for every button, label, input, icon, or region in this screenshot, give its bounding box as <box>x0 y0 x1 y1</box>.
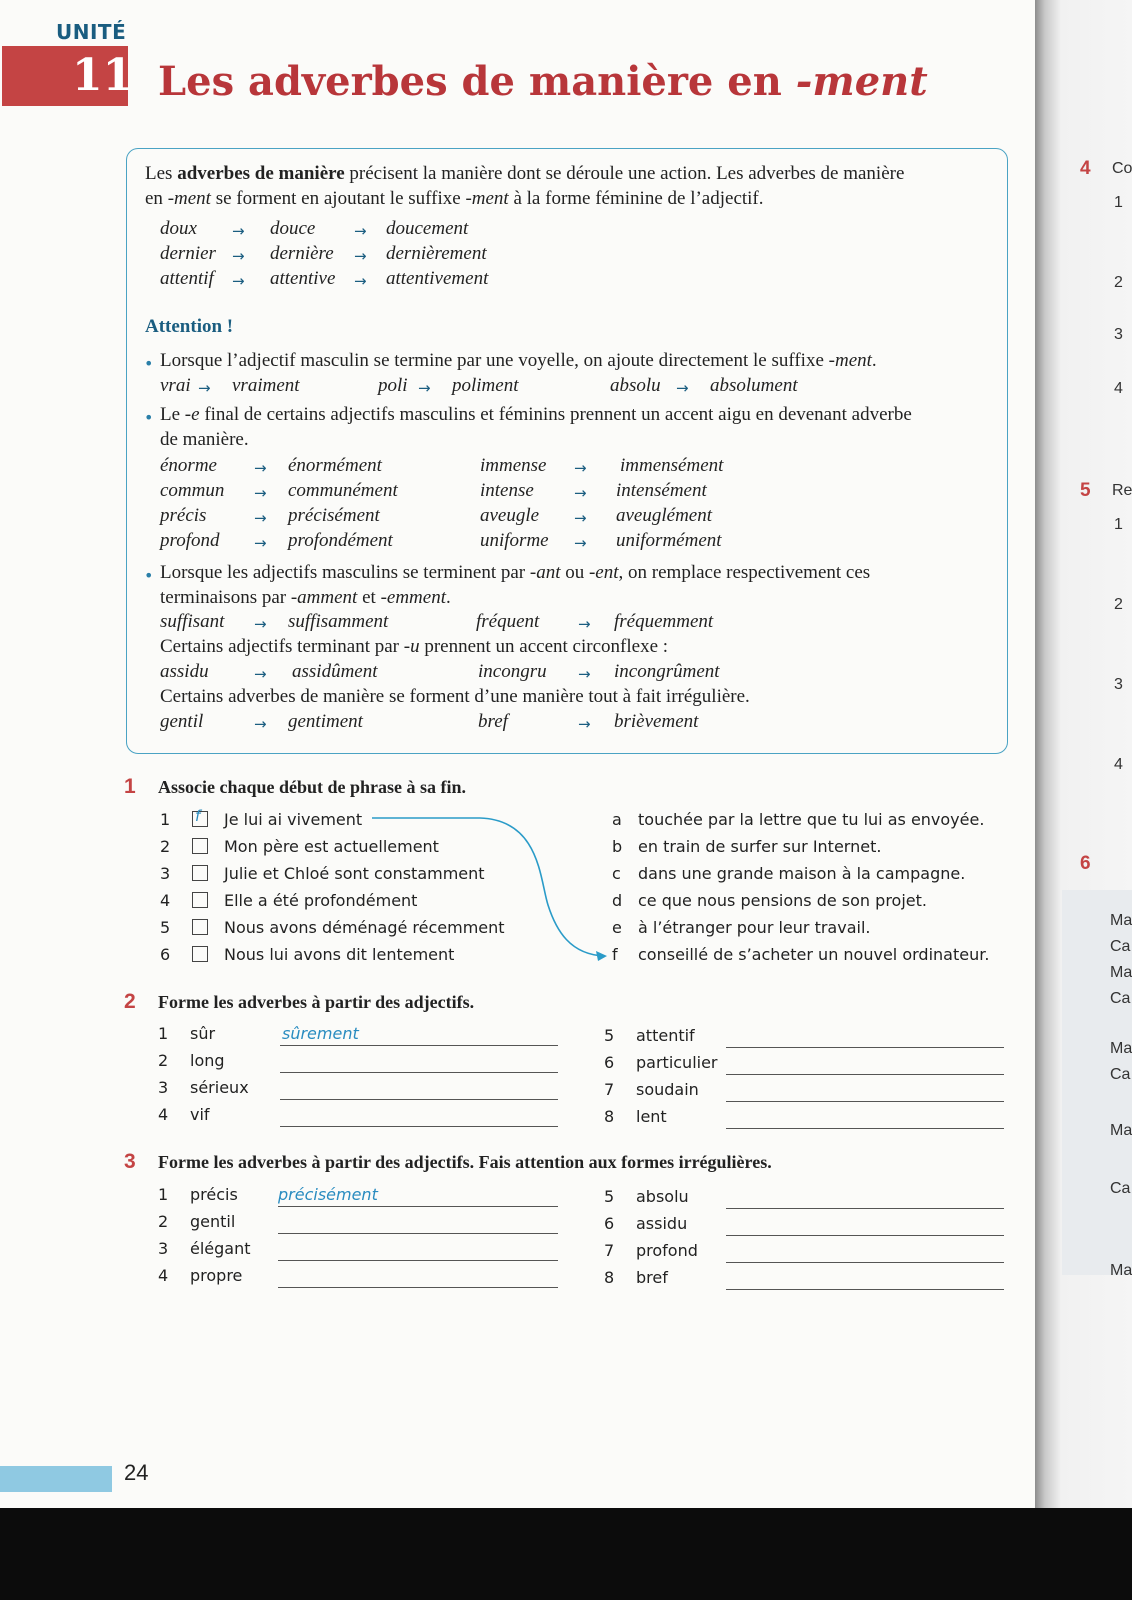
example-word: immensément <box>620 455 724 476</box>
next-page-section-number: 5 <box>1080 480 1091 501</box>
ex1-sentence-start: Elle a été profondément <box>224 891 418 910</box>
example-word: énorme <box>160 455 217 476</box>
ex3-answer-text: précisément <box>278 1185 378 1204</box>
ex2-item-number: 3 <box>158 1078 169 1097</box>
ex2-answer-line[interactable] <box>726 1101 1004 1102</box>
ex3-answer-line[interactable] <box>278 1287 558 1288</box>
ex1-answer-letter: f <box>195 807 201 825</box>
ex3-item-number: 5 <box>604 1187 615 1206</box>
attention-heading: Attention ! <box>145 316 234 337</box>
example-word: aveugle <box>480 505 540 526</box>
ex1-sentence-start: Julie et Chloé sont constamment <box>224 864 485 883</box>
rule-bullet-3-cont: terminaisons par -amment et -emment. <box>160 587 451 608</box>
ex3-item-number: 8 <box>604 1268 615 1287</box>
ex3-adjective: bref <box>636 1268 668 1287</box>
next-page-section-number: 6 <box>1080 853 1091 874</box>
ex3-adjective: gentil <box>190 1212 236 1231</box>
ex3-item-number: 7 <box>604 1241 615 1260</box>
ex2-item-number: 5 <box>604 1026 615 1045</box>
arrow-icon: → <box>574 459 587 477</box>
example-word: absolument <box>710 375 798 396</box>
rule-bullet-2: Le -e final de certains adjectifs masculins et féminins prennent un accent aigu en devenant adverbe <box>160 404 912 425</box>
bullet-icon: • <box>144 354 154 373</box>
ex3-answer-line[interactable] <box>278 1206 558 1207</box>
ex2-item-number: 6 <box>604 1053 615 1072</box>
page-title: Les adverbes de manière en -ment <box>158 58 928 105</box>
arrow-icon: → <box>354 247 367 265</box>
ex3-answer-line[interactable] <box>278 1233 558 1234</box>
ex2-answer-line[interactable] <box>726 1074 1004 1075</box>
example-word: doucement <box>386 218 469 239</box>
example-word: vraiment <box>232 375 300 396</box>
ex3-answer-line[interactable] <box>726 1235 1004 1236</box>
exercise-3-number: 3 <box>124 1150 136 1173</box>
ex1-sentence-end: conseillé de s’acheter un nouvel ordinateur. <box>638 945 990 964</box>
example-word: douce <box>270 218 316 239</box>
example-word: vrai <box>160 375 191 396</box>
arrow-icon: → <box>254 534 267 552</box>
ex1-sentence-start: Nous lui avons dit lentement <box>224 945 455 964</box>
ex1-sentence-end: touchée par la lettre que tu lui as envoyée. <box>638 810 985 829</box>
ex1-sentence-start: Mon père est actuellement <box>224 837 439 856</box>
next-page-dialog-speaker: Ma <box>1110 912 1132 929</box>
example-word: intensément <box>616 480 707 501</box>
arrowhead-icon <box>596 951 607 961</box>
next-page-dialog-speaker: Ma <box>1110 1262 1132 1279</box>
arrow-icon: → <box>354 272 367 290</box>
ex2-answer-line[interactable] <box>280 1072 558 1073</box>
rule-intro-line2: en -ment se forment en ajoutant le suffixe -ment à la forme féminine de l’adjectif. <box>145 188 764 209</box>
arrow-icon: → <box>198 379 211 397</box>
ex2-answer-text: sûrement <box>282 1024 359 1043</box>
arrow-icon: → <box>232 272 245 290</box>
arrow-icon: → <box>574 534 587 552</box>
ex1-item-number: 2 <box>160 837 171 856</box>
arrow-icon: → <box>578 615 591 633</box>
ex1-sentence-end: à l’étranger pour leur travail. <box>638 918 871 937</box>
example-word: attentive <box>270 268 336 289</box>
unit-number: 11 <box>72 50 134 101</box>
example-word: absolu <box>610 375 661 396</box>
page-number: 24 <box>124 1460 149 1485</box>
arrow-icon: → <box>254 665 267 683</box>
ex2-item-number: 1 <box>158 1024 169 1043</box>
next-page-item-number: 1 <box>1114 516 1123 533</box>
page-number-bar <box>0 1466 112 1492</box>
arrow-icon: → <box>574 484 587 502</box>
ex2-answer-line[interactable] <box>726 1047 1004 1048</box>
ex3-item-number: 6 <box>604 1214 615 1233</box>
ex3-answer-line[interactable] <box>726 1289 1004 1290</box>
next-page-dialog-speaker: Ca <box>1110 938 1131 955</box>
next-page-item-number: 3 <box>1114 326 1123 343</box>
ex1-sentence-start: Nous avons déménagé récemment <box>224 918 505 937</box>
ex3-adjective: profond <box>636 1241 698 1260</box>
arrow-icon: → <box>574 509 587 527</box>
ex1-ending-letter: a <box>612 810 622 829</box>
ex3-adjective: assidu <box>636 1214 688 1233</box>
ex1-item-number: 4 <box>160 891 171 910</box>
example-word: précis <box>160 505 207 526</box>
example-word: attentif <box>160 268 214 289</box>
ex3-adjective: élégant <box>190 1239 251 1258</box>
rule-bullet-3: Lorsque les adjectifs masculins se terminent par -ant ou -ent, on remplace respectivement ces <box>160 562 871 583</box>
ex3-adjective: précis <box>190 1185 238 1204</box>
exercise-3-question: Forme les adverbes à partir des adjectifs. Fais attention aux formes irrégulières. <box>158 1152 772 1172</box>
ex3-adjective: propre <box>190 1266 243 1285</box>
ex2-item-number: 8 <box>604 1107 615 1126</box>
ex2-adjective: soudain <box>636 1080 699 1099</box>
example-word: immense <box>480 455 547 476</box>
ex2-adjective: particulier <box>636 1053 718 1072</box>
example-word: poli <box>378 375 408 396</box>
example-word: communément <box>288 480 398 501</box>
next-page-dialog-speaker: Ca <box>1110 990 1131 1007</box>
rule-bullet-2-cont: de manière. <box>160 429 249 450</box>
next-page-dialog-speaker: Ma <box>1110 1122 1132 1139</box>
example-word: brièvement <box>614 711 699 732</box>
example-word: intense <box>480 480 534 501</box>
bullet-icon: • <box>144 566 154 585</box>
ex2-adjective: vif <box>190 1105 210 1124</box>
ex3-answer-line[interactable] <box>726 1208 1004 1209</box>
ex2-answer-line[interactable] <box>280 1099 558 1100</box>
ex1-ending-letter: e <box>612 918 622 937</box>
example-word: suffisamment <box>288 611 389 632</box>
example-word: uniformément <box>616 530 722 551</box>
example-word: dernière <box>270 243 334 264</box>
ex1-sentence-end: dans une grande maison à la campagne. <box>638 864 966 883</box>
example-word: gentil <box>160 711 204 732</box>
example-word: aveuglément <box>616 505 713 526</box>
ex3-answer-line[interactable] <box>726 1262 1004 1263</box>
next-page-section-number: 4 <box>1080 158 1091 179</box>
arrow-icon: → <box>418 379 431 397</box>
ex1-item-number: 6 <box>160 945 171 964</box>
rule-bullet-3-u: Certains adjectifs terminant par -u prennent un accent circonflexe : <box>160 636 669 657</box>
ex3-item-number: 4 <box>158 1266 169 1285</box>
arrow-icon: → <box>578 715 591 733</box>
example-word: suffisant <box>160 611 225 632</box>
example-word: incongru <box>478 661 547 682</box>
next-page-dialog-speaker: Ma <box>1110 964 1132 981</box>
example-word: uniforme <box>480 530 549 551</box>
ex2-adjective: long <box>190 1051 225 1070</box>
ex2-answer-line[interactable] <box>280 1045 558 1046</box>
ex2-answer-line[interactable] <box>280 1126 558 1127</box>
example-word: fréquent <box>476 611 540 632</box>
arrow-icon: → <box>254 484 267 502</box>
arrow-icon: → <box>354 222 367 240</box>
ex1-sentence-start: Je lui ai vivement <box>224 810 363 829</box>
ex2-item-number: 7 <box>604 1080 615 1099</box>
ex1-ending-letter: c <box>612 864 621 883</box>
bullet-icon: • <box>144 408 154 427</box>
ex3-adjective: absolu <box>636 1187 689 1206</box>
example-word: gentiment <box>288 711 363 732</box>
example-word: précisément <box>288 505 380 526</box>
arrow-icon: → <box>254 459 267 477</box>
ex1-sentence-end: en train de surfer sur Internet. <box>638 837 882 856</box>
next-page-section-title: Co <box>1112 160 1132 177</box>
next-page-item-number: 4 <box>1114 756 1123 773</box>
scan-background <box>0 1508 1132 1600</box>
ex1-sentence-end: ce que nous pensions de son projet. <box>638 891 927 910</box>
next-page-item-number: 2 <box>1114 596 1123 613</box>
example-word: commun <box>160 480 225 501</box>
example-word: attentivement <box>386 268 489 289</box>
example-word: dernièrement <box>386 243 487 264</box>
ex1-item-number: 3 <box>160 864 171 883</box>
next-page-dialog-speaker: Ma <box>1110 1040 1132 1057</box>
ex1-ending-letter: b <box>612 837 623 856</box>
ex3-item-number: 1 <box>158 1185 169 1204</box>
ex2-adjective: lent <box>636 1107 667 1126</box>
next-page-item-number: 2 <box>1114 274 1123 291</box>
exercise-1-number: 1 <box>124 775 136 798</box>
example-word: assidûment <box>292 661 378 682</box>
ex2-adjective: sûr <box>190 1024 216 1043</box>
ex3-item-number: 2 <box>158 1212 169 1231</box>
exercise-2-number: 2 <box>124 990 136 1013</box>
rule-bullet-3-irregular: Certains adverbes de manière se forment d’une manière tout à fait irrégulière. <box>160 686 750 707</box>
example-word: incongrûment <box>614 661 720 682</box>
example-word: bref <box>478 711 508 732</box>
rule-intro-line1: Les adverbes de manière précisent la manière dont se déroule une action. Les adverbes de manière <box>145 163 905 184</box>
example-word: énormément <box>288 455 382 476</box>
ex2-item-number: 4 <box>158 1105 169 1124</box>
ex1-ending-letter: d <box>612 891 623 910</box>
arrow-icon: → <box>676 379 689 397</box>
ex1-item-number: 1 <box>160 810 171 829</box>
ex3-item-number: 3 <box>158 1239 169 1258</box>
next-page-item-number: 1 <box>1114 194 1123 211</box>
ex2-adjective: sérieux <box>190 1078 249 1097</box>
arrow-icon: → <box>232 222 245 240</box>
arrow-icon: → <box>254 509 267 527</box>
example-word: profondément <box>288 530 393 551</box>
ex2-answer-line[interactable] <box>726 1128 1004 1129</box>
example-word: fréquemment <box>614 611 714 632</box>
next-page-item-number: 4 <box>1114 380 1123 397</box>
next-page-section-title: Re <box>1112 482 1132 499</box>
ex1-item-number: 5 <box>160 918 171 937</box>
next-page-item-number: 3 <box>1114 676 1123 693</box>
exercise-1-question: Associe chaque début de phrase à sa fin. <box>158 777 467 797</box>
ex2-adjective: attentif <box>636 1026 695 1045</box>
ex3-answer-line[interactable] <box>278 1260 558 1261</box>
example-word: doux <box>160 218 197 239</box>
ex2-item-number: 2 <box>158 1051 169 1070</box>
arrow-icon: → <box>578 665 591 683</box>
next-page-dialog-speaker: Ca <box>1110 1180 1131 1197</box>
arrow-icon: → <box>254 715 267 733</box>
unit-label: UNITÉ <box>56 20 127 44</box>
example-word: assidu <box>160 661 209 682</box>
arrow-icon: → <box>232 247 245 265</box>
next-page-dialog-speaker: Ca <box>1110 1066 1131 1083</box>
example-word: dernier <box>160 243 216 264</box>
ex1-ending-letter: f <box>612 945 618 964</box>
rule-bullet-1: Lorsque l’adjectif masculin se termine par une voyelle, on ajoute directement le suffixe -ment. <box>160 350 877 371</box>
example-word: poliment <box>452 375 519 396</box>
example-word: profond <box>160 530 220 551</box>
arrow-icon: → <box>254 615 267 633</box>
exercise-2-question: Forme les adverbes à partir des adjectifs. <box>158 992 475 1012</box>
